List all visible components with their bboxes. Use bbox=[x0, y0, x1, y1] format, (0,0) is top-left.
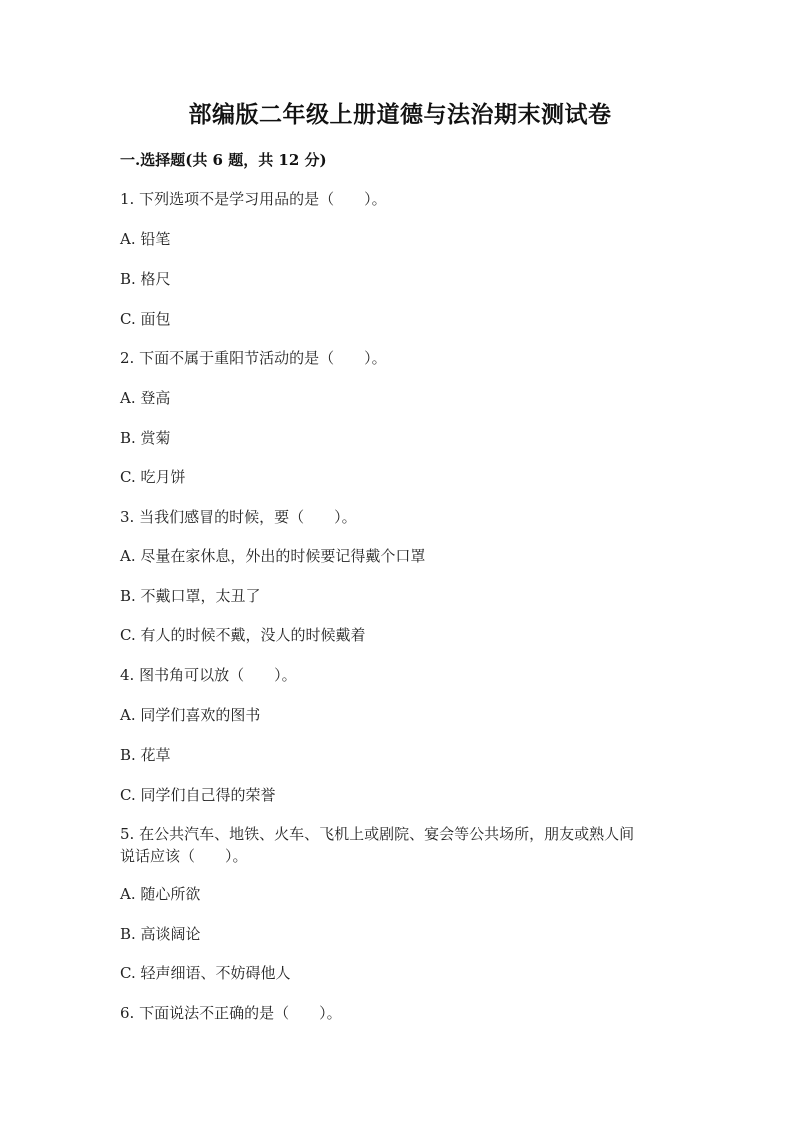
question-4-option-c: C. 同学们自己得的荣誉 bbox=[120, 786, 276, 804]
question-1-stem: 1. 下列选项不是学习用品的是（ ）。 bbox=[120, 190, 387, 208]
question-5-option-a: A. 随心所欲 bbox=[120, 885, 201, 903]
question-4-option-b: B. 花草 bbox=[120, 746, 171, 764]
question-5-stem: 5. 在公共汽车、地铁、火车、飞机上或剧院、宴会等公共场所，朋友或熟人间 bbox=[120, 825, 635, 843]
question-2-option-b: B. 赏菊 bbox=[120, 429, 171, 447]
question-2-stem: 2. 下面不属于重阳节活动的是（ ）。 bbox=[120, 349, 387, 367]
question-3-option-c: C. 有人的时候不戴，没人的时候戴着 bbox=[120, 626, 366, 644]
question-5-stem-continued: 说话应该（ ）。 bbox=[120, 847, 248, 865]
question-2-option-c: C. 吃月饼 bbox=[120, 468, 186, 486]
question-3-option-a: A. 尽量在家休息，外出的时候要记得戴个口罩 bbox=[120, 547, 426, 565]
question-3-option-b: B. 不戴口罩，太丑了 bbox=[120, 587, 261, 605]
question-5-option-b: B. 高谈阔论 bbox=[120, 925, 201, 943]
question-2-option-a: A. 登高 bbox=[120, 389, 171, 407]
question-6-stem: 6. 下面说法不正确的是（ ）。 bbox=[120, 1004, 342, 1022]
section-header: 一.选择题(共 6 题，共 12 分) bbox=[120, 151, 327, 169]
question-1-option-c: C. 面包 bbox=[120, 310, 171, 328]
question-1-option-a: A. 铅笔 bbox=[120, 230, 171, 248]
question-4-stem: 4. 图书角可以放（ ）。 bbox=[120, 666, 297, 684]
question-5-option-c: C. 轻声细语、不妨碍他人 bbox=[120, 964, 291, 982]
page-title: 部编版二年级上册道德与法治期末测试卷 bbox=[188, 101, 612, 128]
question-1-option-b: B. 格尺 bbox=[120, 270, 171, 288]
question-3-stem: 3. 当我们感冒的时候，要（ ）。 bbox=[120, 508, 357, 526]
question-4-option-a: A. 同学们喜欢的图书 bbox=[120, 706, 261, 724]
